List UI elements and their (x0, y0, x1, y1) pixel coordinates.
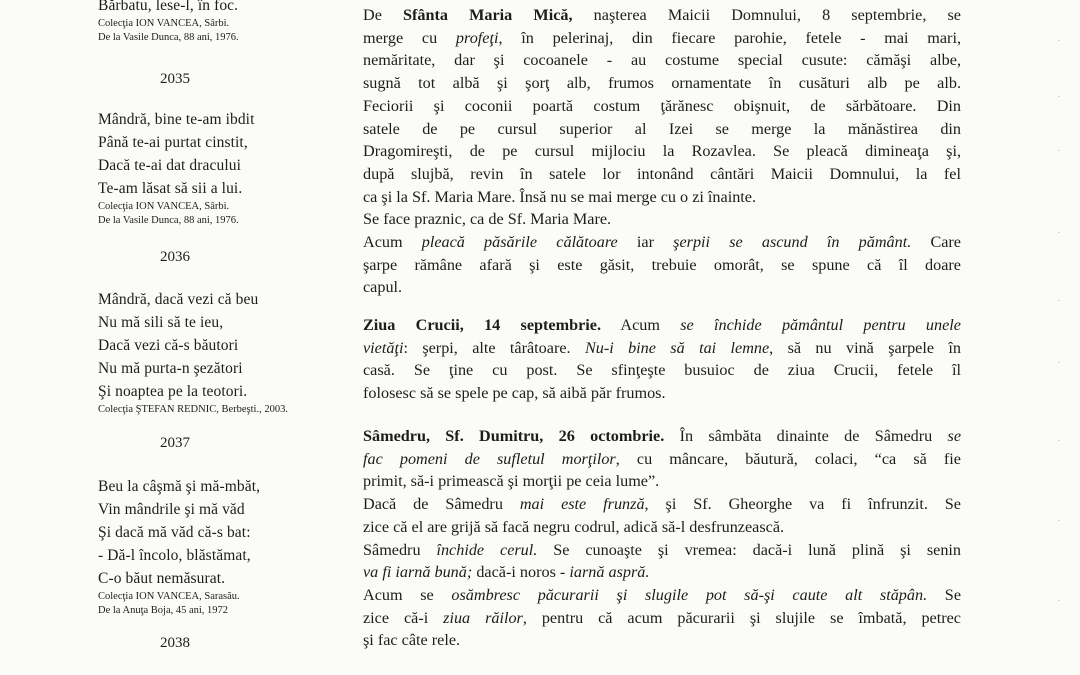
verse-line: Mândră, bine te-am ibdit (98, 111, 255, 128)
poem-number: 2037 (160, 435, 190, 451)
paragraph-ziua-crucii (363, 314, 961, 405)
text-line: folosesc să se spele pe cap, să aibă păr frumos. (363, 384, 666, 403)
text-line: Sâmedru, Sf. Dumitru, 26 octombrie. În sâmbăta dinainte de Sâmedru se (363, 427, 962, 445)
text-line: capul. (363, 278, 403, 297)
source-line: De la Vasile Dunca, 88 ani, 1976. (98, 32, 239, 43)
text-line: zice că el are grijă să facă negru codrul, adică să-l desfrunzească. (363, 517, 785, 536)
verse-line: C-o băut nemăsurat. (98, 570, 226, 587)
text-line: Ziua Crucii, 14 septembrie. Acum se închide pământul pentru unele (363, 316, 961, 334)
verse-line: Vin mândrile şi mă văd (98, 501, 245, 518)
text-line: Acum se osămbresc păcurarii şi slugile pot să-şi caute alt stăpân. Se (363, 585, 961, 604)
text-line: Se face praznic, ca de Sf. Maria Mare. (363, 210, 612, 229)
source-line: De la Anuţa Boja, 45 ani, 1972 (98, 605, 229, 616)
verse-line: Nu mă sili să te ieu, (98, 314, 224, 331)
poem-number: 2038 (160, 635, 190, 651)
text-line: fac pomeni de sufletul morţilor, cu mâncare, băutură, colaci, “ca să fie (363, 449, 961, 468)
text-line: Dacă de Sâmedru mai este frunză, şi Sf. Gheorghe va fi înfrunzit. Se (363, 495, 961, 514)
text-line: zice că-i ziua răilor, pentru că acum păcurarii şi slujile se îmbată, petrec (363, 608, 961, 627)
source-line: Colecţia ION VANCEA, Sârbi. (98, 18, 230, 29)
text-line: Sâmedru închide cerul. Se cunoaşte şi vremea: dacă-i lună plină şi senin (363, 540, 962, 559)
scan-edge-marks (1058, 0, 1060, 675)
text-line: şarpe rămâne afară şi este găsit, trebuie omorât, se spune că îl doare (363, 255, 961, 274)
text-line: sugnă tot albă şi şorţ alb, frumos ornamentate în cusături alb pe alb. (363, 74, 961, 93)
source-line: Colecţia ION VANCEA, Sârbi. (98, 201, 230, 212)
poem-number: 2036 (160, 249, 190, 265)
verse-line: - Dă-l încolo, blăstămat, (98, 547, 251, 564)
poem-fragment (98, 0, 348, 45)
poem-2036 (98, 288, 348, 417)
poem-number: 2035 (160, 71, 190, 87)
text-line: după slujbă, revin în satele lor intonând cântări Maicii Domnului, la fel (363, 164, 961, 183)
verse-line: Bărbatu, lese-l, în foc. (98, 0, 239, 14)
text-line: vietăţi: şerpi, alte târâtoare. Nu-i bine să tai lemne, să nu vină şarpele în (363, 338, 962, 357)
text-line: satele de pe cursul superior al Izei se merge la mănăstirea din (363, 119, 961, 138)
verse-line: Te-am lăsat să sii a lui. (98, 180, 243, 197)
poem-2035 (98, 108, 348, 228)
text-line: Dragomireşti, de pe cursul mijlociu la Rozavlea. Se pleacă dimineaţa şi, (363, 142, 961, 161)
paragraph-samedru (363, 425, 961, 652)
text-line: Feciorii şi coconii poartă costum ţărănesc obişnuit, de sărbătoare. Din (363, 96, 961, 115)
text-line: va fi iarnă bună; dacă-i noros - iarnă aspră. (363, 563, 650, 582)
verse-line: Şi noaptea pe la teotori. (98, 383, 248, 400)
verse-line: Beu la câşmă şi mă-mbăt, (98, 478, 261, 495)
text-line: De Sfânta Maria Mică, naşterea Maicii Domnului, 8 septembrie, se (363, 6, 961, 24)
verse-line: Nu mă purta-n şezători (98, 360, 243, 377)
text-line: casă. Se ţine cu post. Se sfinţeşte busuioc de ziua Crucii, fetele îl (363, 361, 961, 380)
verse-line: Mândră, dacă vezi că beu (98, 291, 259, 308)
source-line: De la Vasile Dunca, 88 ani, 1976. (98, 215, 239, 226)
source-line: Colecţia ŞTEFAN REDNIC, Berbeşti., 2003. (98, 404, 288, 415)
text-line: Acum pleacă păsările călătoare iar şerpii se ascund în pământ. Care (363, 233, 961, 252)
text-line: şi fac câte rele. (363, 631, 461, 650)
text-line: primit, să-i primească şi morţii pe ceia lume”. (363, 472, 660, 491)
poem-2037 (98, 475, 348, 618)
verse-line: Şi dacă mă văd că-s bat: (98, 524, 251, 541)
verse-line: Dacă vezi că-s băutori (98, 337, 239, 354)
verse-line: Dacă te-ai dat dracului (98, 157, 242, 174)
source-line: Colecţia ION VANCEA, Sarasău. (98, 591, 240, 602)
paragraph-sfanta-maria-mica (363, 4, 961, 299)
text-line: merge cu profeţi, în pelerinaj, din fiecare parohie, fetele - mai mari, (363, 28, 961, 47)
text-line: nemăritate, dar şi cocoanele - au costume special cusute: cămăşi albe, (363, 51, 961, 70)
verse-line: Până te-ai purtat cinstit, (98, 134, 248, 151)
text-line: ca şi la Sf. Maria Mare. Însă nu se mai merge cu o zi înainte. (363, 187, 757, 206)
